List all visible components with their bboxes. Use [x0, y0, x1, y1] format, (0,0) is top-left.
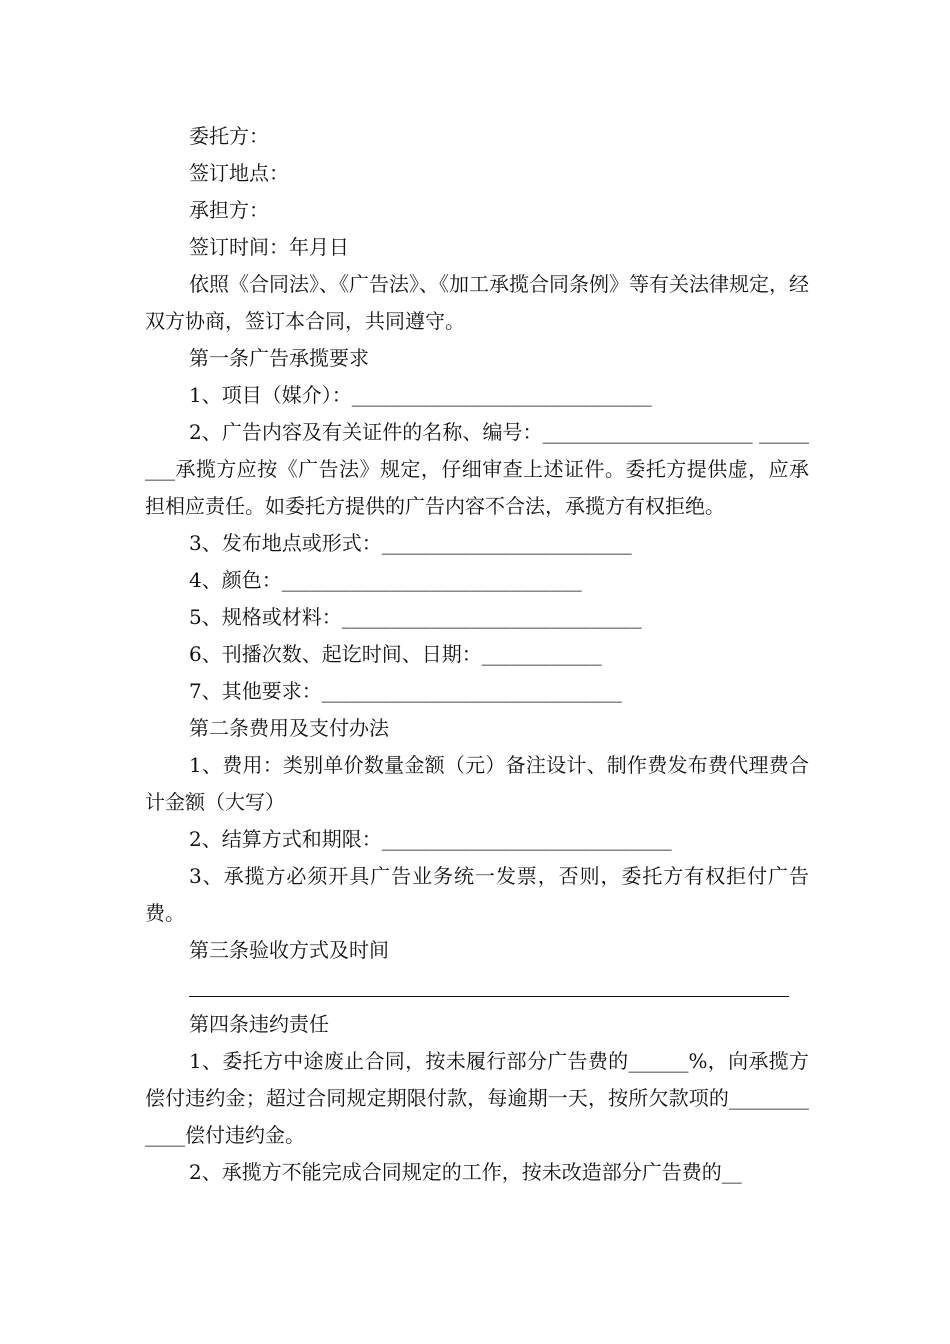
contract-body	[145, 118, 809, 1191]
field-signing-place: 签订地点：	[189, 161, 289, 185]
article-2-item: 2、结算方式和期限：_____________________________	[189, 827, 672, 851]
article-1-item: 1、项目（媒介）：______________________________	[189, 383, 652, 407]
article-1-title: 第一条广告承揽要求	[189, 346, 369, 370]
field-signing-time: 签订时间：年月日	[189, 235, 349, 259]
article-1-item: 3、发布地点或形式：_________________________	[189, 531, 632, 555]
article-4-item: 1、委托方中途废止合同，按未履行部分广告费的______%，向承揽方偿付违约金；超过合同规定期限付款，每逾期一天，按所欠款项的____________偿付违约金。	[145, 1049, 809, 1147]
article-1-item: 4、颜色：______________________________	[189, 568, 582, 592]
article-3-title: 第三条验收方式及时间	[189, 938, 389, 962]
field-contractor: 承担方：	[189, 198, 269, 222]
article-2-item: 1、费用：类别单价数量金额（元）备注设计、制作费发布费代理费合计金额（大写）	[145, 753, 809, 814]
article-2-item: 3、承揽方必须开具广告业务统一发票，否则，委托方有权拒付广告费。	[145, 864, 809, 925]
article-1-item: 6、刊播次数、起讫时间、日期：____________	[189, 642, 602, 666]
article-3-blank-line	[189, 969, 809, 1006]
article-2-title: 第二条费用及支付办法	[189, 716, 389, 740]
article-4-title: 第四条违约责任	[189, 1012, 329, 1036]
article-1-item: 5、规格或材料：______________________________	[189, 605, 642, 629]
article-4-item: 2、承揽方不能完成合同规定的工作，按未改造部分广告费的__	[189, 1160, 742, 1184]
article-1-item: 7、其他要求：______________________________	[189, 679, 622, 703]
field-client: 委托方：	[189, 124, 269, 148]
article-1-item: 2、广告内容及有关证件的名称、编号：_____________________ ________承揽方应按《广告法》规定，仔细审查上述证件。委托方提供虚，应承担相应责任。如委托方提供的广告内容不合法，承揽方有权拒绝。	[145, 420, 809, 518]
intro-paragraph: 依照《合同法》、《广告法》、《加工承揽合同条例》等有关法律规定，经双方协商，签订本合同，共同遵守。	[145, 272, 809, 333]
